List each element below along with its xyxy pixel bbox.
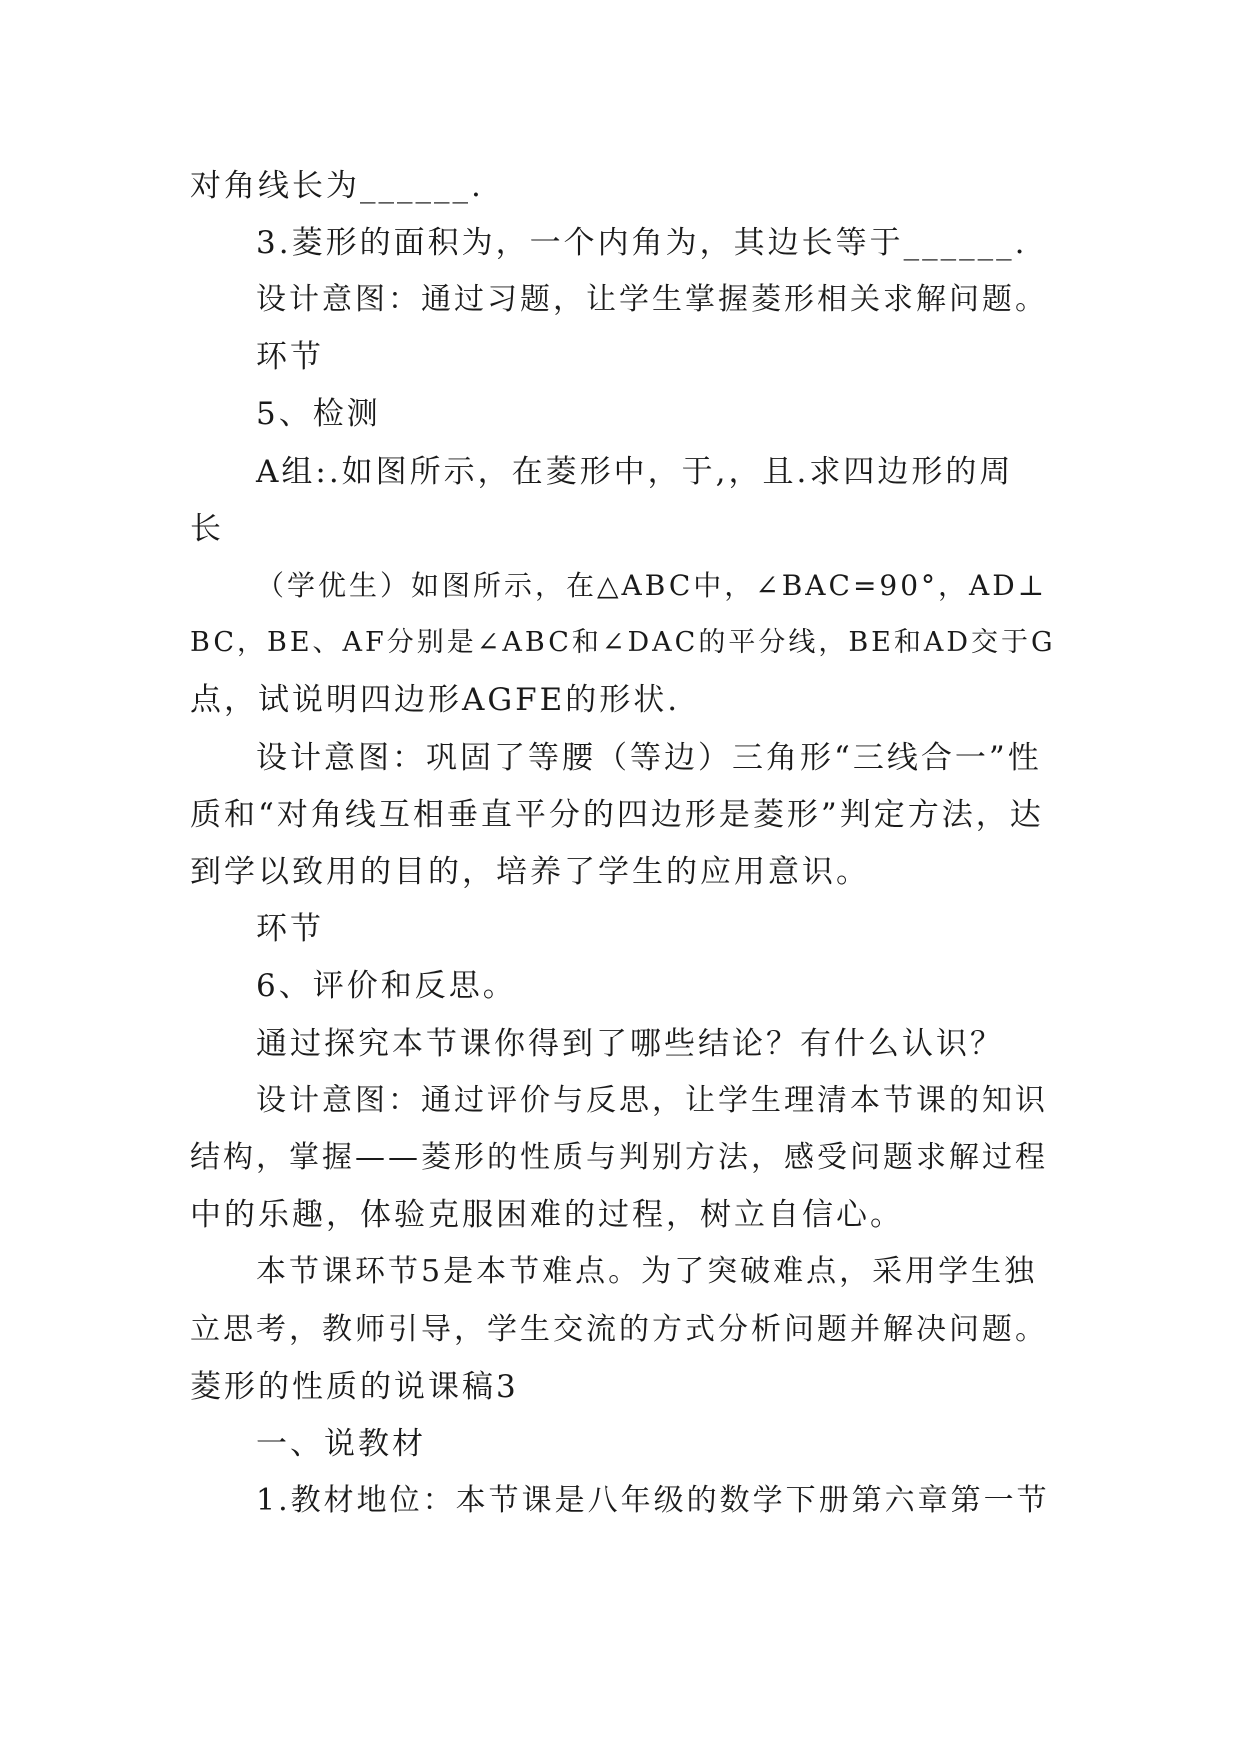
text-line: 环节 [256, 911, 324, 947]
text-line: 到学以致用的目的，培养了学生的应用意识。 [190, 854, 870, 890]
text-line: 立思考，教师引导，学生交流的方式分析问题并解决问题。 [190, 1312, 1048, 1347]
text-line: （学优生）如图所示，在△ABC中，∠BAC=90°，AD⊥ [256, 569, 1048, 602]
text-line: 本节课环节5是本节难点。为了突破难点，采用学生独 [256, 1254, 1038, 1289]
text-line: 设计意图：通过评价与反思，让学生理清本节课的知识 [256, 1083, 1048, 1118]
text-line: 长 [190, 511, 224, 547]
text-line: 设计意图：通过习题，让学生掌握菱形相关求解问题。 [256, 282, 1048, 317]
text-line: 对角线长为______. [190, 168, 484, 204]
text-line: 1.教材地位：本节课是八年级的数学下册第六章第一节 [256, 1483, 1050, 1518]
text-line: BC，BE、AF分别是∠ABC和∠DAC的平分线，BE和AD交于G [190, 627, 1056, 658]
section-title: 菱形的性质的说课稿3 [190, 1369, 519, 1405]
text-line: 设计意图：巩固了等腰（等边）三角形“三线合一”性 [256, 740, 1042, 776]
text-line: 点，试说明四边形AGFE的形状. [190, 682, 681, 718]
text-line: 质和“对角线互相垂直平分的四边形是菱形”判定方法，达 [190, 797, 1044, 833]
text-line: 环节 [256, 339, 324, 375]
text-line: A组:.如图所示，在菱形中，于,，且.求四边形的周 [256, 454, 1014, 490]
text-line: 3.菱形的面积为，一个内角为，其边长等于______. [256, 225, 1028, 261]
text-line: 中的乐趣，体验克服困难的过程，树立自信心。 [190, 1197, 904, 1233]
text-line: 5、检测 [256, 396, 381, 432]
text-line: 6、评价和反思。 [256, 968, 517, 1004]
text-line: 通过探究本节课你得到了哪些结论？有什么认识？ [256, 1026, 1004, 1062]
section-heading: 一、说教材 [256, 1426, 426, 1462]
text-line: 结构，掌握——菱形的性质与判别方法，感受问题求解过程 [190, 1140, 1048, 1175]
